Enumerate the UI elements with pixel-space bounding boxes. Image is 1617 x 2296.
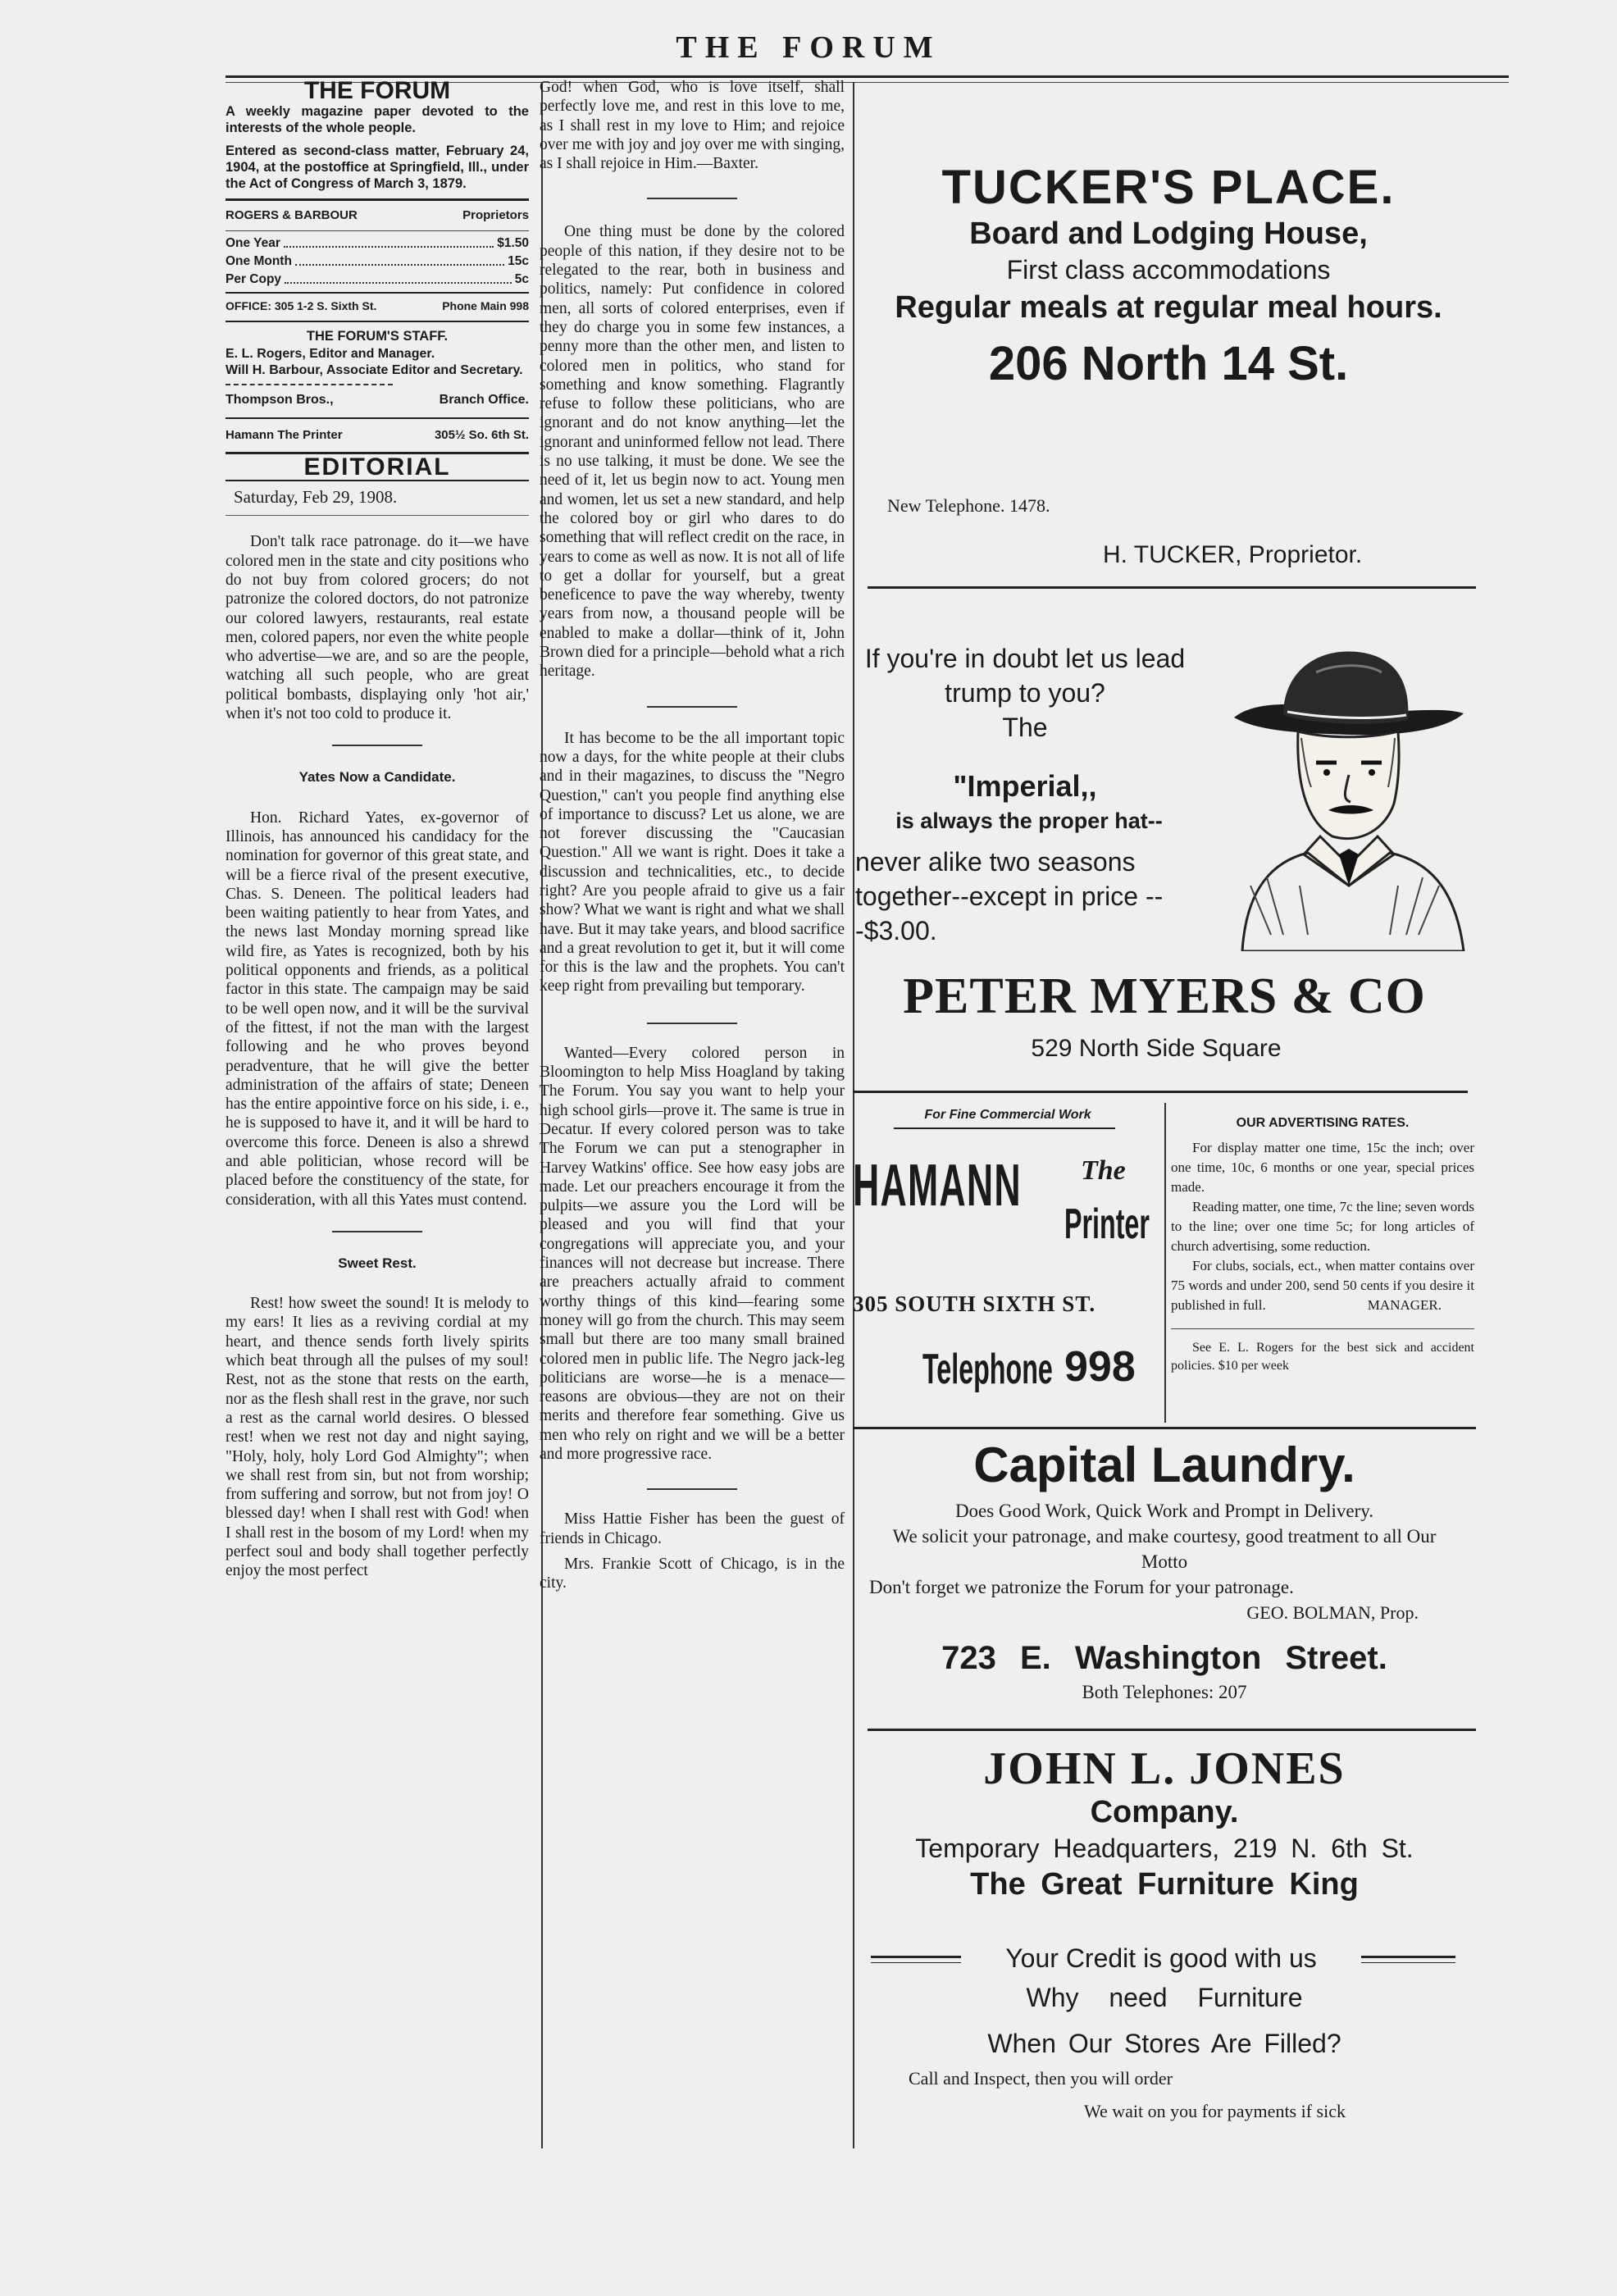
rate-leader [285, 271, 512, 284]
rate-row [225, 253, 529, 271]
printer-address: 305½ So. 6th St. [434, 428, 529, 443]
rate-row [225, 271, 529, 289]
hamann-ad [853, 1103, 1163, 1419]
ad-divider-3 [853, 1427, 1476, 1429]
proprietors-row [225, 206, 529, 225]
jones-furniture-king: The Great Furniture King [970, 1867, 1359, 1902]
laundry-title: Capital Laundry. [973, 1437, 1355, 1492]
forum-box-title: THE FORUM [303, 77, 451, 104]
yates-headline: Yates Now a Candidate. [298, 769, 456, 786]
tucker-accommodations: First class accommodations [1006, 255, 1331, 285]
jones-why-need: Why need Furniture [1026, 1983, 1303, 2012]
column-2 [540, 78, 845, 1592]
branch-name: Thompson Bros., [225, 393, 334, 408]
proprietors-names: ROGERS & BARBOUR [225, 208, 358, 223]
laundry-phones: Both Telephones: 207 [1082, 1682, 1247, 1702]
sweet-rest-headline: Sweet Rest. [338, 1255, 417, 1271]
rates-manager: MANAGER. [1367, 1297, 1442, 1313]
editorial-heading: EDITORIAL [303, 453, 451, 481]
imperial-ad-text [853, 641, 1197, 745]
printer-row [225, 426, 529, 444]
rate-leader [284, 235, 494, 248]
rate-price: $1.50 [497, 235, 529, 250]
ad-divider-1 [868, 586, 1476, 589]
hamann-address: 305 SOUTH SIXTH ST. [853, 1292, 1096, 1316]
jones-company: Company. [1090, 1795, 1239, 1829]
credit-rule-right [1361, 1956, 1455, 1958]
staff-associate: Will H. Barbour, Associate Editor and Secretary. [225, 363, 523, 378]
column-1 [225, 78, 529, 1581]
tucker-address: 206 North 14 St. [988, 337, 1349, 390]
jones-payments: We wait on you for payments if sick [1084, 2101, 1346, 2121]
rates-clubs: For clubs, socials, ect., when matter contains over 75 words and under 200, send 50 cents if you desire it published in full. [1171, 1258, 1474, 1313]
imperial-line-1: If you're in doubt let us lead trump to you? [864, 644, 1186, 708]
rate-row [225, 235, 529, 253]
printer-name: Hamann The Printer [225, 428, 343, 443]
entered-notice: Entered as second-class matter, February 24, 1904, at the postoffice at Springfield, Ill., under the Act of Congress of March 3, 1879. [225, 144, 529, 192]
john-l-jones-ad [853, 1742, 1476, 1902]
wanted-article: Wanted—Every colored person in Bloomington to help Miss Hoagland by taking The Forum. You say you want to help your high school girls—prove it. The same is true in Decatur. If every colored person was to take The Forum we can put a stenographer in Harvey Watkins' office. See how easy jobs are made. Let our preachers encourage it from the pulpits—we assure you the Lord will be pleased and you will find that your congregations will appreciate you, and your finances will not decrease but increase. There are preachers actually afraid to comment worthy things of this kind—fearing some money will go from the church. This may seem small but there are too many small brained colored men in public life. The Negro jack-leg politicians are worse—he is a menace—reasons are obvious—they are not on their merits and therefore fear something. Give us men who rely on right and we will be a better and more progressive race. [540, 1044, 845, 1463]
rate-label: Per Copy [225, 271, 282, 286]
hamann-the: The [1081, 1155, 1126, 1186]
rates-box-rule [1164, 1103, 1166, 1423]
rate-price: 15c [508, 253, 529, 268]
hamann-printer: Printer [1064, 1200, 1150, 1248]
office-phone: Phone Main 998 [442, 298, 529, 312]
peter-myers-address: 529 North Side Square [1031, 1035, 1282, 1062]
imperial-proper-hat: is always the proper hat-- [895, 809, 1163, 833]
laundry-line-1: Does Good Work, Quick Work and Prompt in Delivery. [954, 1501, 1374, 1521]
hamann-tagline: For Fine Commercial Work [924, 1108, 1091, 1122]
rates-display: For display matter one time, 15c the inch; over one time, 10c, 6 months or one year, special prices made. [1171, 1140, 1474, 1195]
one-thing-article: One thing must be done by the colored people of this nation, if they desire not to be relegated to the rear, both in business and politics, namely: Put confidence in colored men, all sorts of colored enterprises, even if they do charge you in some few instances, a penny more than the other men, and listen to colored men in politics, who stand for something and know something. Flagrantly refuse to follow these politicians, who are ignorant and do not know anything—let the ignorant and uninformed fellow not lead. There is no use talking, it must be done. We see the need of it, let us begin now to act. Young men and women, let us set a new standard, and help the colored boy or girl who dares to do something that will reflect credit on the race, in years to come as well as now. It is not all of life to get a dollar for yourself, but a great beneficence to pave the way whereby, twenty years from now, a thousand people will be enabled to make a dollar—think of it, John Brown died for a principle—behold what a rich heritage. [540, 223, 845, 681]
issue-date: Saturday, Feb 29, 1908. [234, 487, 398, 508]
capital-laundry-ad [853, 1437, 1476, 1703]
rate-label: One Year [225, 235, 280, 250]
hamann-tel-label: Telephone [922, 1346, 1053, 1393]
tucker-title: TUCKER'S PLACE. [941, 161, 1396, 214]
staff-title: THE FORUM'S STAFF. [306, 328, 449, 344]
local-frankie-scott: Mrs. Frankie Scott of Chicago, is in the city. [540, 1555, 845, 1592]
jones-headquarters: Temporary Headquarters, 219 N. 6th St. [915, 1834, 1414, 1863]
imperial-the: The [1002, 713, 1048, 742]
hamann-name: HAMANN [853, 1153, 1022, 1219]
man-with-hat-illustration [1226, 640, 1472, 951]
tucker-phone: New Telephone. 1478. [887, 495, 1050, 516]
tuckers-place-ad [865, 160, 1472, 391]
sweet-rest-continued: God! when God, who is love itself, shall perfectly love me, and rest in this love to me, as I shall rest in my love to Him; and rejoice over me with joy and joy over me with singing, as I shall rejoice in Him.—Baxter. [540, 79, 845, 173]
subscription-rates [225, 235, 529, 289]
sweet-rest-article: Rest! how sweet the sound! It is melody to my ears! It lies as a reviving cordial at my heart, and thence sends forth lively spirits which beat through all the pulses of my soul! Rest, not as the stone that rests on the earth, nor as the flesh shall rest in the grave, nor such a rest as the carnal world desires. O blessed rest! when we rest not day and night saying, "Holy, holy, holy Lord God Almighty"; when we shall rest from sin, but not from worship; from suffering and sorrow, but not from joy! O blessed day! when I shall rest with God! when I shall rest in the bosom of my Lord! when my perfect soul and body shall together perfectly enjoy the most perfect [225, 1295, 529, 1580]
proprietors-label: Proprietors [462, 208, 529, 223]
rogers-policy-note: See E. L. Rogers for the best sick and accident policies. $10 per week [1171, 1341, 1474, 1373]
yates-article: Hon. Richard Yates, ex-governor of Illinois, has announced his candidacy for the nomination for governor of this great state, and will be a fierce rival of the present executive, Chas. S. Deneen. The political leaders had been waiting patiently to hear from Yates, and the news last Monday morning spread like wild fire, as Yates is recognized, both by his political opponents and friends, as a political factor in this state. The campaign may be said to be well open now, and it will be the survival of the fittest, if not the man with the largest following and he who proves beyond peradventure, that he will give the better administration of the affairs of state; Deneen has the entire appointive force on his side, i. e., he is supposed to have it, and it will be hard to overcome this force. Deneen is also a shrewd and able politician, whose record will be placed before the constituency of the state, for consideration, with all this Yates must contend. [225, 809, 529, 1209]
ad-divider-4 [868, 1729, 1476, 1731]
staff-editor: E. L. Rogers, Editor and Manager. [225, 347, 435, 362]
forum-tagline: A weekly magazine paper devoted to the interests of the whole people. [225, 104, 529, 136]
masthead: THE FORUM [676, 30, 941, 65]
rate-price: 5c [514, 271, 529, 286]
tucker-proprietor: H. TUCKER, Proprietor. [1103, 541, 1363, 568]
laundry-proprietor: GEO. BOLMAN, Prop. [1246, 1602, 1419, 1623]
jones-call-inspect: Call and Inspect, then you will order [909, 2068, 1173, 2089]
rates-reading: Reading matter, one time, 7c the line; seven words to the line; over one time 5c; for long articles of church advertising, some reduction. [1171, 1199, 1474, 1254]
imperial-name: "Imperial,, [953, 769, 1097, 803]
credit-rule-left [871, 1956, 961, 1958]
imperial-price: never alike two seasons together--except in price ---$3.00. [855, 847, 1164, 945]
tucker-meals: Regular meals at regular meal hours. [895, 290, 1442, 325]
rate-label: One Month [225, 253, 292, 268]
branch-row [225, 390, 529, 409]
jones-stores-filled: When Our Stores Are Filled? [987, 2029, 1341, 2058]
office-address: OFFICE: 305 1-2 S. Sixth St. [225, 298, 377, 312]
laundry-line-3: Don't forget we patronize the Forum for your patronage. [869, 1577, 1294, 1597]
negro-question-article: It has become to be the all important topic now a days, for the white people at their clubs and in their magazines, to discuss the "Negro Question," can't you people find anything else of importance to discuss? Let us alone, we are not forever discussing the "Caucasian Question." All we want is right. Does it take a discussion and technicalities, etc., to decide right? Are you people afraid to give us a fair show? What we want is right and what we shall have. But it may take years, and blood sacrifice and a great revolution to get it, but it will come for this is the law and the prophets. You can't keep right from prevailing but temporary. [540, 729, 845, 995]
local-hattie-fisher: Miss Hattie Fisher has been the guest of friends in Chicago. [540, 1510, 845, 1547]
office-row [225, 297, 529, 316]
hamann-tel-number: 998 [1064, 1343, 1136, 1391]
rate-leader [295, 253, 504, 266]
jones-title: JOHN L. JONES [983, 1743, 1346, 1794]
advertising-rates [1171, 1114, 1474, 1375]
credit-rule-left-thin [871, 1962, 961, 1963]
rates-title: OUR ADVERTISING RATES. [1236, 1116, 1410, 1130]
ad-divider-2 [853, 1091, 1468, 1093]
peter-myers-name: PETER MYERS & CO [903, 968, 1426, 1024]
laundry-line-2: We solicit your patronage, and make courtesy, good treatment to all Our Motto [892, 1526, 1437, 1572]
tucker-board: Board and Lodging House, [969, 216, 1368, 251]
editorial-race-patronage: Don't talk race patronage. do it—we have colored men in the state and city positions who do not buy from colored grocers; do not patronize the colored doctors, do not patronize our colored lawyers, restaurants, real estate men, colored papers, nor even the white people who advertise—we are, and so are the people, watching all such people, who are great political bombasts, displaying only 'hot air,' when it's not too cold to produce it. [225, 533, 529, 723]
credit-rule-right-thin [1361, 1962, 1455, 1963]
laundry-address: 723 E. Washington Street. [941, 1640, 1387, 1676]
branch-label: Branch Office. [439, 393, 529, 408]
jones-credit: Your Credit is good with us [1005, 1943, 1317, 1973]
